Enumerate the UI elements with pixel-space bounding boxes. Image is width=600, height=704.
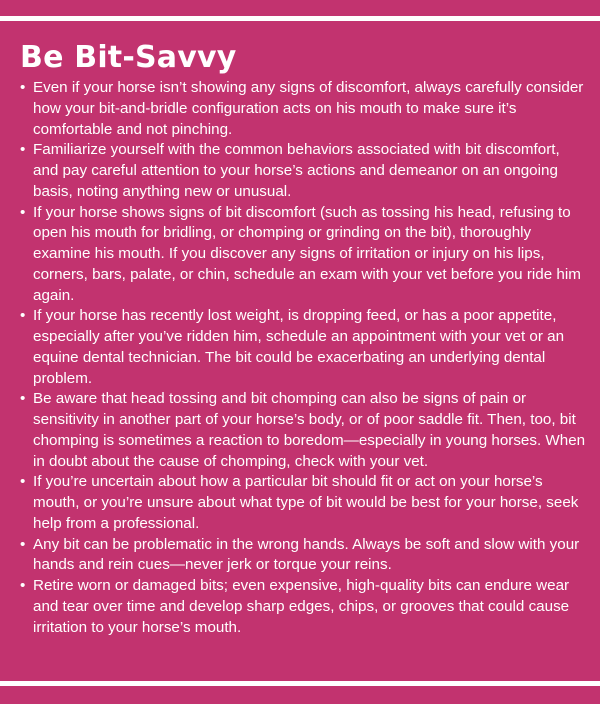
bullet-icon: • [20, 307, 26, 325]
bullet-icon: • [20, 577, 26, 594]
tip-item [20, 389, 588, 472]
tip-text: Be aware that head tossing and bit chomping can also be signs of pain or sensitivity in another part of your horse’s body, or of poor saddle fit. Then, too, bit chomping is sometimes a reaction to boredom—especially in young horses. When in doubt about the cause of chomping, check with your vet. [33, 390, 586, 470]
bullet-icon: • [20, 473, 26, 491]
tip-text: Even if your horse isn’t showing any signs of discomfort, always carefully consider how your bit-and-bridle configuration acts on his mouth to make sure it’s comfortable and not pinching. [33, 79, 584, 138]
tip-item [20, 306, 588, 389]
bullet-icon: • [20, 535, 26, 553]
bullet-icon: • [20, 203, 26, 221]
bullet-icon: • [20, 141, 26, 159]
tip-sidebar [20, 38, 588, 638]
tip-text: If your horse shows signs of bit discomfort (such as tossing his head, refusing to open his mouth for bridling, or chomping or grinding on the bit), thoroughly examine his mouth. If you discover any signs of irritation or injury on his lips, corners, bars, palate, or chin, schedule an exam with your vet before you ride him again. [33, 203, 581, 304]
tip-list [20, 78, 588, 638]
top-divider-rule [0, 16, 600, 21]
tip-item [20, 576, 588, 638]
bullet-icon: • [20, 390, 26, 408]
tip-item [20, 140, 588, 202]
bottom-divider-rule [0, 681, 600, 686]
tip-text: Familiarize yourself with the common behaviors associated with bit discomfort, and pay careful attention to your horse’s actions and demeanor on an ongoing basis, noting anything new or unusual. [33, 141, 560, 200]
tip-item [20, 535, 588, 577]
tip-item [20, 203, 588, 307]
tip-text: Any bit can be problematic in the wrong hands. Always be soft and slow with your hands and rein cues—never jerk or torque your reins. [33, 535, 580, 574]
tip-item [20, 78, 588, 140]
tip-text: If you’re uncertain about how a particular bit should fit or act on your horse’s mouth, or you’re unsure about what type of bit would be best for your horse, seek help from a professional. [33, 473, 579, 532]
tip-text: If your horse has recently lost weight, is dropping feed, or has a poor appetite, especially after you’ve ridden him, schedule an appointment with your vet or an equine dental technician. The bit could be exacerbating an underlying dental problem. [33, 307, 565, 387]
tip-text: Retire worn or damaged bits; even expensive, high-quality bits can endure wear and tear over time and develop sharp edges, chips, or grooves that could cause irritation to your horse’s mouth. [33, 577, 570, 636]
bullet-icon: • [20, 79, 26, 96]
sidebar-title: Be Bit-Savvy [20, 40, 237, 75]
tip-item [20, 472, 588, 534]
